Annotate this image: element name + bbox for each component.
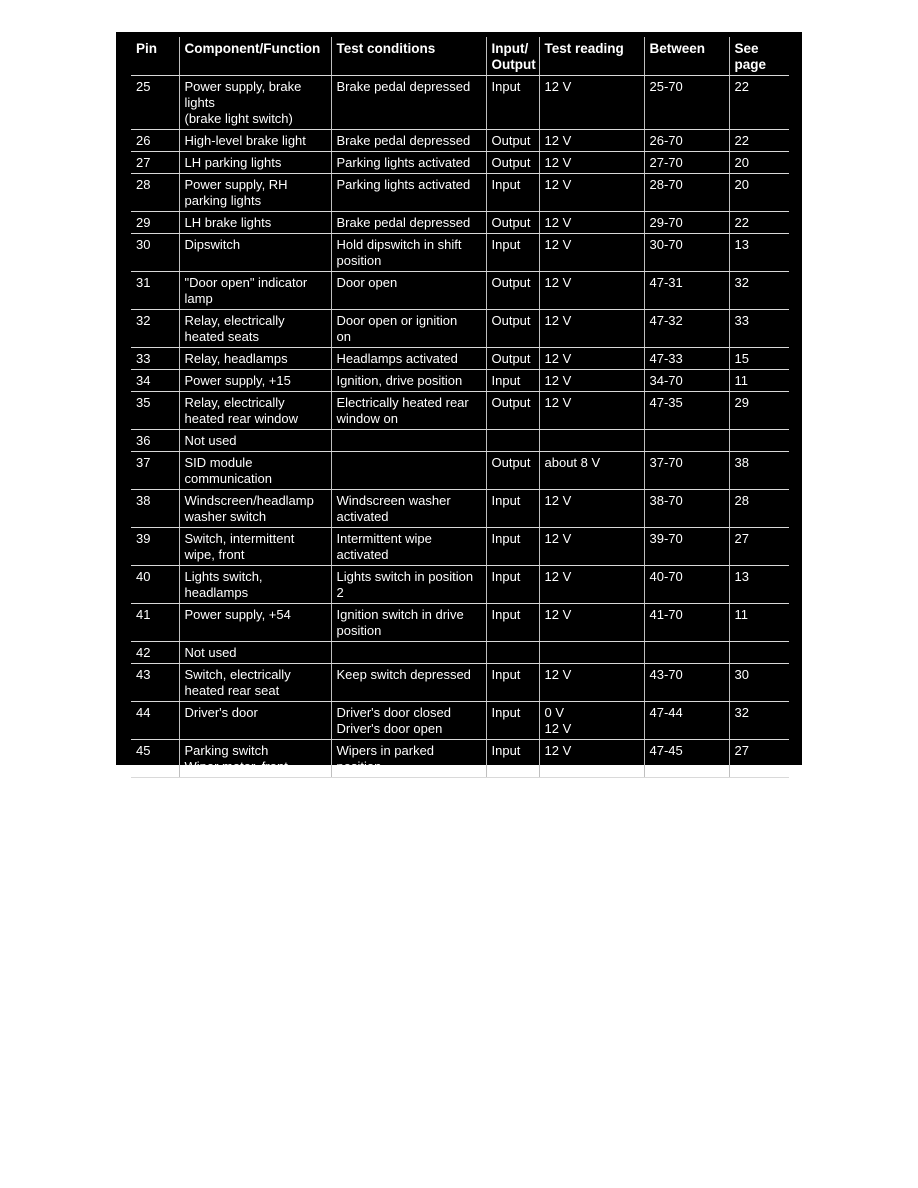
- component-function-cell: High-level brake light: [179, 130, 331, 152]
- input-output-cell: Input: [486, 664, 539, 702]
- table-row: [131, 310, 789, 348]
- component-function-cell: Relay, electrically heated seats: [179, 310, 331, 348]
- component-function-cell: Lights switch, headlamps: [179, 566, 331, 604]
- test-conditions-cell: Wipers in parked position: [331, 740, 486, 778]
- component-function-cell: Dipswitch: [179, 234, 331, 272]
- component-function-cell: Parking switch Wiper motor, front: [179, 740, 331, 778]
- between-cell: 43-70: [644, 664, 729, 702]
- header-test-reading: Test reading: [539, 37, 644, 76]
- see-page-cell: 20: [729, 152, 789, 174]
- see-page-cell: 33: [729, 310, 789, 348]
- table-row: [131, 740, 789, 778]
- pin-cell: 44: [131, 702, 179, 740]
- between-cell: 40-70: [644, 566, 729, 604]
- component-function-cell: Power supply, +54: [179, 604, 331, 642]
- test-reading-cell: 12 V: [539, 604, 644, 642]
- pin-cell: 39: [131, 528, 179, 566]
- component-function-cell: LH brake lights: [179, 212, 331, 234]
- input-output-cell: Input: [486, 740, 539, 778]
- between-cell: 41-70: [644, 604, 729, 642]
- test-reading-cell: 12 V: [539, 272, 644, 310]
- table-row: [131, 566, 789, 604]
- test-conditions-cell: Hold dipswitch in shift position: [331, 234, 486, 272]
- between-cell: 39-70: [644, 528, 729, 566]
- test-conditions-cell: Lights switch in position 2: [331, 566, 486, 604]
- test-conditions-cell: [331, 642, 486, 664]
- between-cell: 47-44: [644, 702, 729, 740]
- see-page-cell: 11: [729, 370, 789, 392]
- pin-cell: 29: [131, 212, 179, 234]
- between-cell: [644, 642, 729, 664]
- table-row: [131, 212, 789, 234]
- test-conditions-cell: Windscreen washer activated: [331, 490, 486, 528]
- test-reading-cell: 12 V: [539, 174, 644, 212]
- pin-cell: 30: [131, 234, 179, 272]
- see-page-cell: 22: [729, 212, 789, 234]
- input-output-cell: Output: [486, 272, 539, 310]
- see-page-cell: 28: [729, 490, 789, 528]
- component-function-cell: Relay, headlamps: [179, 348, 331, 370]
- see-page-cell: 27: [729, 740, 789, 778]
- between-cell: 34-70: [644, 370, 729, 392]
- test-reading-cell: 12 V: [539, 76, 644, 130]
- test-conditions-cell: Door open or ignition on: [331, 310, 486, 348]
- test-reading-cell: 12 V: [539, 348, 644, 370]
- test-reading-cell: 12 V: [539, 130, 644, 152]
- between-cell: 47-31: [644, 272, 729, 310]
- component-function-cell: Windscreen/headlamp washer switch: [179, 490, 331, 528]
- input-output-cell: Input: [486, 566, 539, 604]
- pin-cell: 33: [131, 348, 179, 370]
- test-conditions-cell: Keep switch depressed: [331, 664, 486, 702]
- test-reading-cell: 12 V: [539, 566, 644, 604]
- table-row: [131, 392, 789, 430]
- see-page-cell: 27: [729, 528, 789, 566]
- component-function-cell: Not used: [179, 430, 331, 452]
- table-row: [131, 490, 789, 528]
- input-output-cell: Input: [486, 234, 539, 272]
- between-cell: 47-45: [644, 740, 729, 778]
- between-cell: 37-70: [644, 452, 729, 490]
- pin-cell: 43: [131, 664, 179, 702]
- component-function-cell: Not used: [179, 642, 331, 664]
- see-page-cell: 38: [729, 452, 789, 490]
- component-function-cell: Relay, electrically heated rear window: [179, 392, 331, 430]
- input-output-cell: Output: [486, 392, 539, 430]
- test-reading-cell: 12 V: [539, 212, 644, 234]
- see-page-cell: 20: [729, 174, 789, 212]
- see-page-cell: 22: [729, 76, 789, 130]
- input-output-cell: Output: [486, 348, 539, 370]
- between-cell: [644, 430, 729, 452]
- between-cell: 47-35: [644, 392, 729, 430]
- table-row: [131, 234, 789, 272]
- table-body: [131, 76, 789, 778]
- pin-cell: 34: [131, 370, 179, 392]
- scanned-table-panel: [116, 32, 802, 774]
- input-output-cell: [486, 430, 539, 452]
- test-conditions-cell: Ignition, drive position: [331, 370, 486, 392]
- test-reading-cell: 12 V: [539, 490, 644, 528]
- input-output-cell: Output: [486, 212, 539, 234]
- pin-cell: 45: [131, 740, 179, 778]
- input-output-cell: Output: [486, 452, 539, 490]
- test-reading-cell: about 8 V: [539, 452, 644, 490]
- header-pin: Pin: [131, 37, 179, 76]
- between-cell: 27-70: [644, 152, 729, 174]
- test-conditions-cell: Driver's door closed Driver's door open: [331, 702, 486, 740]
- pin-cell: 40: [131, 566, 179, 604]
- component-function-cell: Switch, electrically heated rear seat: [179, 664, 331, 702]
- see-page-cell: 22: [729, 130, 789, 152]
- table-row: [131, 130, 789, 152]
- component-function-cell: LH parking lights: [179, 152, 331, 174]
- component-function-cell: Power supply, RH parking lights: [179, 174, 331, 212]
- between-cell: 30-70: [644, 234, 729, 272]
- pin-cell: 25: [131, 76, 179, 130]
- pin-cell: 28: [131, 174, 179, 212]
- test-conditions-cell: Parking lights activated: [331, 174, 486, 212]
- input-output-cell: Input: [486, 490, 539, 528]
- table-row: [131, 76, 789, 130]
- table-row: [131, 452, 789, 490]
- see-page-cell: [729, 430, 789, 452]
- input-output-cell: Input: [486, 76, 539, 130]
- table-row: [131, 370, 789, 392]
- header-between: Between: [644, 37, 729, 76]
- input-output-cell: Output: [486, 310, 539, 348]
- pin-test-table: [131, 37, 789, 778]
- between-cell: 26-70: [644, 130, 729, 152]
- test-reading-cell: 0 V 12 V: [539, 702, 644, 740]
- see-page-cell: 11: [729, 604, 789, 642]
- test-reading-cell: 12 V: [539, 152, 644, 174]
- see-page-cell: 32: [729, 272, 789, 310]
- pin-cell: 38: [131, 490, 179, 528]
- input-output-cell: Input: [486, 370, 539, 392]
- test-reading-cell: 12 V: [539, 740, 644, 778]
- test-reading-cell: 12 V: [539, 392, 644, 430]
- component-function-cell: Power supply, +15: [179, 370, 331, 392]
- test-conditions-cell: Brake pedal depressed: [331, 76, 486, 130]
- pin-cell: 27: [131, 152, 179, 174]
- table-row: [131, 272, 789, 310]
- table-row: [131, 528, 789, 566]
- component-function-cell: SID module communication: [179, 452, 331, 490]
- test-conditions-cell: Brake pedal depressed: [331, 130, 486, 152]
- input-output-cell: Output: [486, 152, 539, 174]
- pin-cell: 32: [131, 310, 179, 348]
- component-function-cell: "Door open" indicator lamp: [179, 272, 331, 310]
- test-conditions-cell: Intermittent wipe activated: [331, 528, 486, 566]
- test-reading-cell: [539, 430, 644, 452]
- pin-cell: 35: [131, 392, 179, 430]
- see-page-cell: 13: [729, 566, 789, 604]
- test-reading-cell: 12 V: [539, 310, 644, 348]
- header-component-function: Component/Function: [179, 37, 331, 76]
- table-row: [131, 174, 789, 212]
- test-reading-cell: 12 V: [539, 664, 644, 702]
- between-cell: 28-70: [644, 174, 729, 212]
- component-function-cell: Power supply, brake lights (brake light switch): [179, 76, 331, 130]
- table-row: [131, 604, 789, 642]
- pin-cell: 42: [131, 642, 179, 664]
- see-page-cell: 30: [729, 664, 789, 702]
- between-cell: 47-33: [644, 348, 729, 370]
- test-conditions-cell: Parking lights activated: [331, 152, 486, 174]
- header-test-conditions: Test conditions: [331, 37, 486, 76]
- table-row: [131, 642, 789, 664]
- see-page-cell: 32: [729, 702, 789, 740]
- see-page-cell: 15: [729, 348, 789, 370]
- test-conditions-cell: Electrically heated rear window on: [331, 392, 486, 430]
- between-cell: 29-70: [644, 212, 729, 234]
- input-output-cell: Input: [486, 702, 539, 740]
- input-output-cell: Output: [486, 130, 539, 152]
- input-output-cell: Input: [486, 528, 539, 566]
- test-reading-cell: 12 V: [539, 528, 644, 566]
- pin-cell: 36: [131, 430, 179, 452]
- input-output-cell: Input: [486, 174, 539, 212]
- test-conditions-cell: Headlamps activated: [331, 348, 486, 370]
- component-function-cell: Switch, intermittent wipe, front: [179, 528, 331, 566]
- table-row: [131, 348, 789, 370]
- between-cell: 38-70: [644, 490, 729, 528]
- pin-cell: 31: [131, 272, 179, 310]
- between-cell: 25-70: [644, 76, 729, 130]
- input-output-cell: Input: [486, 604, 539, 642]
- test-conditions-cell: Brake pedal depressed: [331, 212, 486, 234]
- pin-cell: 26: [131, 130, 179, 152]
- table-row: [131, 664, 789, 702]
- component-function-cell: Driver's door: [179, 702, 331, 740]
- test-conditions-cell: [331, 452, 486, 490]
- test-conditions-cell: [331, 430, 486, 452]
- test-reading-cell: 12 V: [539, 234, 644, 272]
- pin-cell: 41: [131, 604, 179, 642]
- header-see-page: See page: [729, 37, 789, 76]
- test-conditions-cell: Ignition switch in drive position: [331, 604, 486, 642]
- test-reading-cell: 12 V: [539, 370, 644, 392]
- test-conditions-cell: Door open: [331, 272, 486, 310]
- input-output-cell: [486, 642, 539, 664]
- table-row: [131, 152, 789, 174]
- see-page-cell: [729, 642, 789, 664]
- see-page-cell: 29: [729, 392, 789, 430]
- between-cell: 47-32: [644, 310, 729, 348]
- table-row: [131, 430, 789, 452]
- table-row: [131, 702, 789, 740]
- test-reading-cell: [539, 642, 644, 664]
- see-page-cell: 13: [729, 234, 789, 272]
- header-input-output: Input/ Output: [486, 37, 539, 76]
- table-header-row: [131, 37, 789, 76]
- pin-cell: 37: [131, 452, 179, 490]
